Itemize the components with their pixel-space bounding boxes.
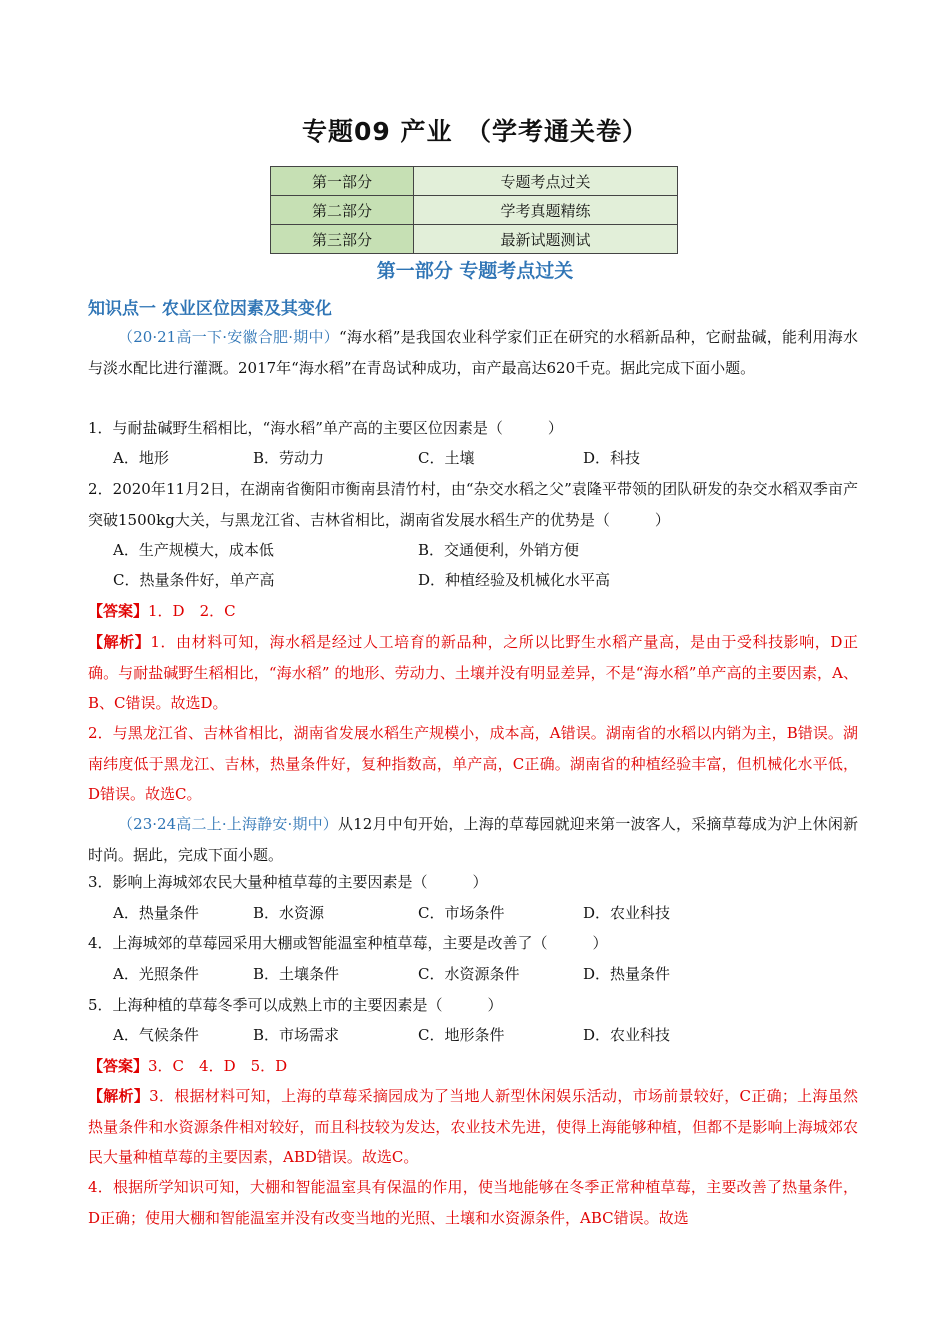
table-row bbox=[271, 225, 678, 254]
table-row bbox=[271, 196, 678, 225]
question-4-options bbox=[113, 959, 853, 989]
part-name-cell: 专题考点过关 bbox=[414, 167, 678, 196]
option-a: A．光照条件 bbox=[113, 965, 199, 983]
analysis-label: 【解析】 bbox=[88, 1087, 150, 1105]
question-2-options-row2 bbox=[113, 565, 853, 595]
answer-text: 1．D 2．C bbox=[148, 602, 236, 620]
option-b: B．市场需求 bbox=[253, 1026, 340, 1044]
option-b: B．交通便利，外销方便 bbox=[418, 541, 580, 559]
option-a: A．气候条件 bbox=[113, 1026, 199, 1044]
answer-label: 【答案】 bbox=[88, 1057, 149, 1075]
analysis-text: 1．由材料可知，海水稻是经过人工培育的新品种，之所以比野生水稻产量高，是由于受科技影响，D正确。与耐盐碱野生稻相比，“海水稻” 的地形、劳动力、土壤并没有明显差异，不是“海水稻”单产高的主要因素，A、B、C错误。故选D。 bbox=[88, 633, 858, 712]
answer-block-2 bbox=[88, 1051, 858, 1082]
section-heading: 第一部分 专题考点过关 bbox=[376, 260, 574, 282]
question-2-options-row1 bbox=[113, 535, 853, 565]
passage-source: （23·24高二上·上海静安·期中） bbox=[118, 815, 338, 833]
passage-text: 从12月中旬开始，上海的草莓园就迎来第一波客人，采摘草莓成为沪上休闲新时尚。据此，完成下面小题。 bbox=[88, 815, 859, 864]
option-c: C．市场条件 bbox=[418, 904, 505, 922]
answer-block-1 bbox=[88, 596, 858, 627]
option-a: A．地形 bbox=[113, 449, 169, 467]
option-b: B．土壤条件 bbox=[253, 965, 340, 983]
question-3-options bbox=[113, 898, 853, 928]
analysis-text: 3．根据材料可知，上海的草莓采摘园成为了当地人新型休闲娱乐活动，市场前景较好，C正确；上海虽然热量条件和水资源条件相对较好，而且科技较为发达，农业技术先进，使得上海能够种植，但都不是影响上海城郊农民大量种植草莓的主要因素，ABD错误。故选C。 bbox=[88, 1087, 858, 1166]
option-c: C．水资源条件 bbox=[418, 965, 520, 983]
option-d: D．农业科技 bbox=[583, 904, 671, 922]
analysis-block-2 bbox=[88, 1081, 858, 1173]
part-cell: 第二部分 bbox=[271, 196, 414, 225]
answer-label: 【答案】 bbox=[88, 602, 149, 620]
option-b: B．劳动力 bbox=[253, 449, 325, 467]
parts-table bbox=[270, 166, 678, 254]
option-a: A．热量条件 bbox=[113, 904, 199, 922]
option-a: A．生产规模大，成本低 bbox=[113, 541, 274, 559]
part-name-cell: 最新试题测试 bbox=[414, 225, 678, 254]
part-cell: 第一部分 bbox=[271, 167, 414, 196]
answer-text: 3．C 4．D 5．D bbox=[148, 1057, 288, 1075]
question-5-stem: 5．上海种植的草莓冬季可以成熟上市的主要因素是（ ） bbox=[88, 996, 503, 1014]
question-5-options bbox=[113, 1020, 853, 1050]
page-title: 专题09 产业 （学考通关卷） bbox=[302, 117, 648, 146]
analysis-block-2-part2: 4．根据所学知识可知，大棚和智能温室具有保温的作用，使当地能够在冬季正常种植草莓，主要改善了热量条件，D正确；使用大棚和智能温室并没有改变当地的光照、土壤和水资源条件，ABC错误。故选 bbox=[88, 1178, 858, 1227]
question-1-stem: 1．与耐盐碱野生稻相比，“海水稻”单产高的主要区位因素是（ ） bbox=[88, 419, 563, 437]
knowledge-heading: 知识点一 农业区位因素及其变化 bbox=[88, 299, 332, 319]
option-c: C．土壤 bbox=[418, 449, 475, 467]
question-3-stem: 3．影响上海城郊农民大量种植草莓的主要因素是（ ） bbox=[88, 873, 488, 891]
part-name-cell: 学考真题精练 bbox=[414, 196, 678, 225]
question-2-stem: 2．2020年11月2日，在湖南省衡阳市衡南县清竹村，由“杂交水稻之父”袁隆平带领的团队研发的杂交水稻双季亩产突破1500kg大关，与黑龙江省、吉林省相比，湖南省发展水稻生产的优势是（ ） bbox=[88, 480, 858, 529]
part-cell: 第三部分 bbox=[271, 225, 414, 254]
analysis-block-1-part2: 2．与黑龙江省、吉林省相比，湖南省发展水稻生产规模小，成本高，A错误。湖南省的水稻以内销为主，B错误。湖南纬度低于黑龙江、吉林，热量条件好，复种指数高，单产高，C正确。湖南省的种植经验丰富，但机械化水平低，D错误。故选C。 bbox=[88, 724, 858, 803]
passage-source: （20·21高一下·安徽合肥·期中） bbox=[118, 328, 340, 346]
question-4-stem: 4．上海城郊的草莓园采用大棚或智能温室种植草莓，主要是改善了（ ） bbox=[88, 934, 608, 952]
option-c: C．热量条件好，单产高 bbox=[113, 571, 275, 589]
option-b: B．水资源 bbox=[253, 904, 325, 922]
passage-text: “海水稻”是我国农业科学家们正在研究的水稻新品种，它耐盐碱，能利用海水与淡水配比进行灌溉。2017年“海水稻”在青岛试种成功，亩产最高达620千克。据此完成下面小题。 bbox=[88, 328, 858, 377]
option-d: D．种植经验及机械化水平高 bbox=[418, 571, 611, 589]
passage-1 bbox=[88, 322, 858, 383]
table-row bbox=[271, 167, 678, 196]
question-1-options bbox=[113, 443, 853, 473]
passage-2 bbox=[88, 809, 858, 870]
option-d: D．农业科技 bbox=[583, 1026, 671, 1044]
option-d: D．科技 bbox=[583, 449, 641, 467]
analysis-label: 【解析】 bbox=[88, 633, 151, 651]
option-c: C．地形条件 bbox=[418, 1026, 505, 1044]
option-d: D．热量条件 bbox=[583, 965, 671, 983]
analysis-block-1 bbox=[88, 627, 858, 719]
